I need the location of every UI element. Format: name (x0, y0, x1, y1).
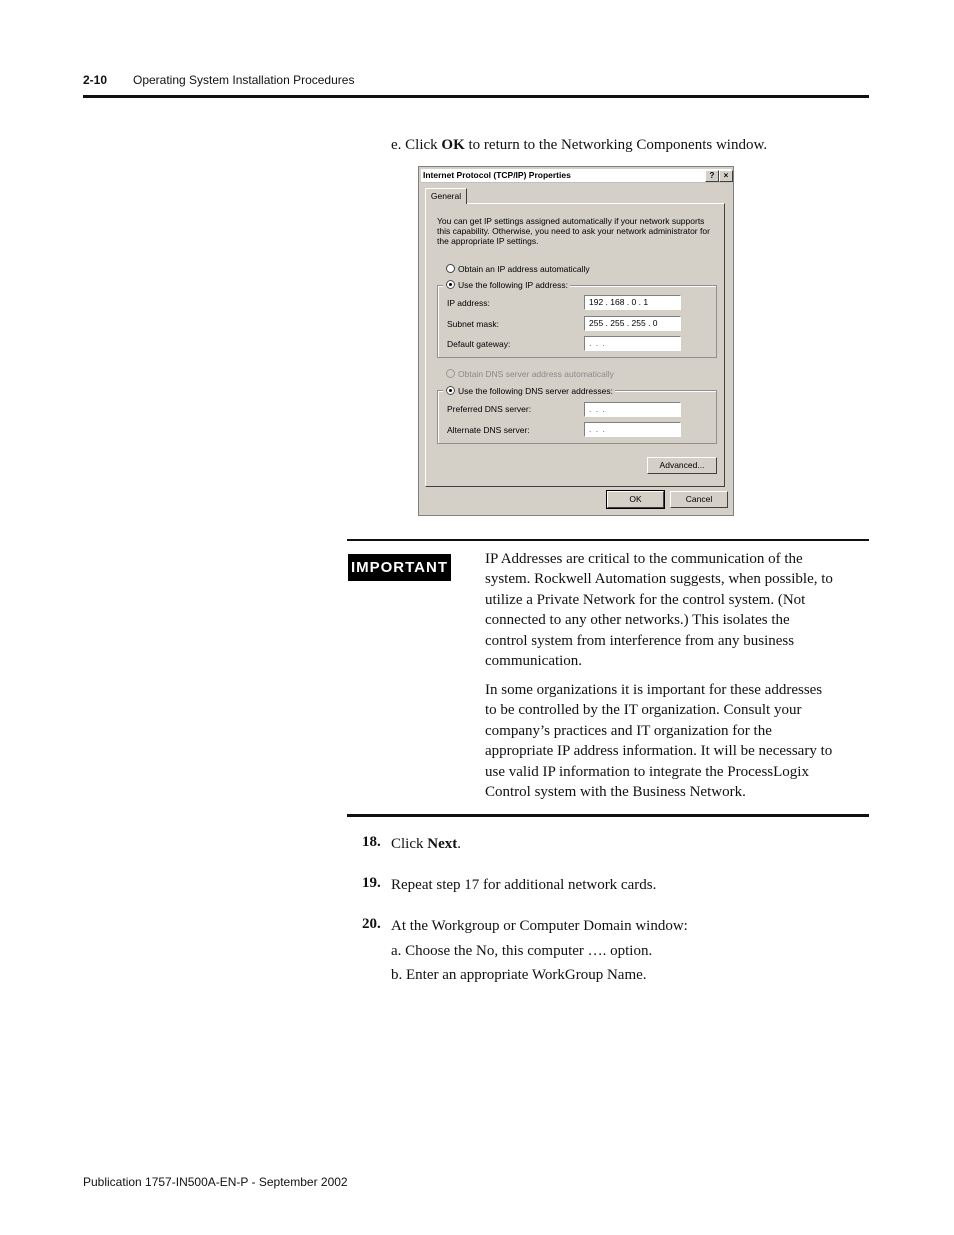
important-paragraph-2 (485, 680, 870, 802)
use-ip-radio[interactable] (446, 280, 455, 289)
important-paragraph-1 (485, 549, 870, 671)
publication-footer: Publication 1757-IN500A-EN-P - September 2002 (83, 1175, 348, 1189)
important-rule-top (347, 539, 869, 541)
obtain-ip-label: Obtain an IP address automatically (458, 264, 590, 274)
step-18-suffix: . (457, 836, 461, 852)
important-p1-line: system. Rockwell Automation suggests, when possible, to (485, 571, 833, 588)
intro-line-2: this capability. Otherwise, you need to ask your network administrator for (437, 226, 710, 236)
obtain-dns-label: Obtain DNS server address automatically (458, 369, 614, 379)
dialog-title: Internet Protocol (TCP/IP) Properties (423, 170, 571, 180)
important-rule-bottom (347, 814, 869, 817)
alternate-dns-label: Alternate DNS server: (447, 425, 530, 435)
important-p1-line: connected to any other networks.) This isolates the (485, 612, 790, 629)
preferred-dns-label: Preferred DNS server: (447, 404, 532, 414)
obtain-dns-radio[interactable] (446, 369, 455, 378)
step-18-bold: Next (427, 836, 458, 852)
use-dns-radio[interactable] (446, 386, 455, 395)
close-button[interactable]: × (719, 170, 733, 182)
page-number: 2-10 (83, 73, 108, 87)
step-20-text: At the Workgroup or Computer Domain window: (391, 918, 688, 934)
advanced-button[interactable]: Advanced... (647, 457, 717, 474)
important-p1-line: communication. (485, 653, 583, 670)
ip-address-input[interactable]: 192 . 168 . 0 . 1 (584, 295, 681, 310)
use-ip-label: Use the following IP address: (458, 280, 568, 290)
step-18-number: 18. (362, 834, 381, 850)
step-20-number: 20. (362, 916, 381, 932)
step-19-number: 19. (362, 875, 381, 891)
default-gateway-input[interactable]: . . . (584, 336, 681, 351)
subnet-mask-input[interactable]: 255 . 255 . 255 . 0 (584, 316, 681, 331)
cancel-button[interactable]: Cancel (670, 491, 728, 508)
substep-b: b. Enter an appropriate WorkGroup Name. (391, 967, 647, 983)
important-p2-line: appropriate IP address information. It will be necessary to (485, 743, 833, 760)
header-rule (83, 95, 869, 98)
important-p2-line: use valid IP information to integrate the ProcessLogix (485, 763, 809, 780)
important-p1-line: utilize a Private Network for the control system. (Not (485, 591, 806, 608)
section-title: Operating System Installation Procedures (133, 73, 355, 87)
important-p1-line: IP Addresses are critical to the communication of the (485, 551, 803, 567)
important-p2-line: to be controlled by the IT organization. Consult your (485, 702, 802, 719)
important-p1-line: control system from interference from any business (485, 632, 795, 649)
substep-a: a. Choose the No, this computer …. option. (391, 943, 653, 959)
intro-line-1: You can get IP settings assigned automatically if your network supports (437, 216, 705, 226)
step-e-bold: OK (441, 137, 465, 153)
subnet-mask-label: Subnet mask: (447, 319, 499, 329)
ok-button[interactable]: OK (607, 491, 664, 508)
obtain-ip-radio[interactable] (446, 264, 455, 273)
important-badge: IMPORTANT (348, 554, 451, 581)
important-p2-line: company’s practices and IT organization for the (485, 722, 772, 739)
alternate-dns-input[interactable]: . . . (584, 422, 681, 437)
step-18-text (391, 834, 461, 854)
help-button[interactable]: ? (705, 170, 719, 182)
step-e-prefix: e. Click (391, 137, 442, 153)
step-19-text: Repeat step 17 for additional network cards. (391, 877, 657, 893)
default-gateway-label: Default gateway: (447, 339, 511, 349)
dialog-title-bar (421, 169, 731, 183)
step-18-prefix: Click (391, 836, 428, 852)
step-e-suffix: to return to the Networking Components window. (464, 137, 768, 153)
step-e (391, 135, 767, 155)
important-p2-line: In some organizations it is important for these addresses (485, 682, 823, 698)
ip-address-label: IP address: (447, 298, 490, 308)
important-p2-line: Control system with the Business Network. (485, 784, 746, 801)
use-dns-label: Use the following DNS server addresses: (458, 386, 613, 396)
preferred-dns-input[interactable]: . . . (584, 402, 681, 417)
intro-line-3: the appropriate IP settings. (437, 236, 539, 246)
tcpip-properties-dialog (418, 166, 734, 516)
tab-general[interactable]: General (425, 188, 467, 204)
